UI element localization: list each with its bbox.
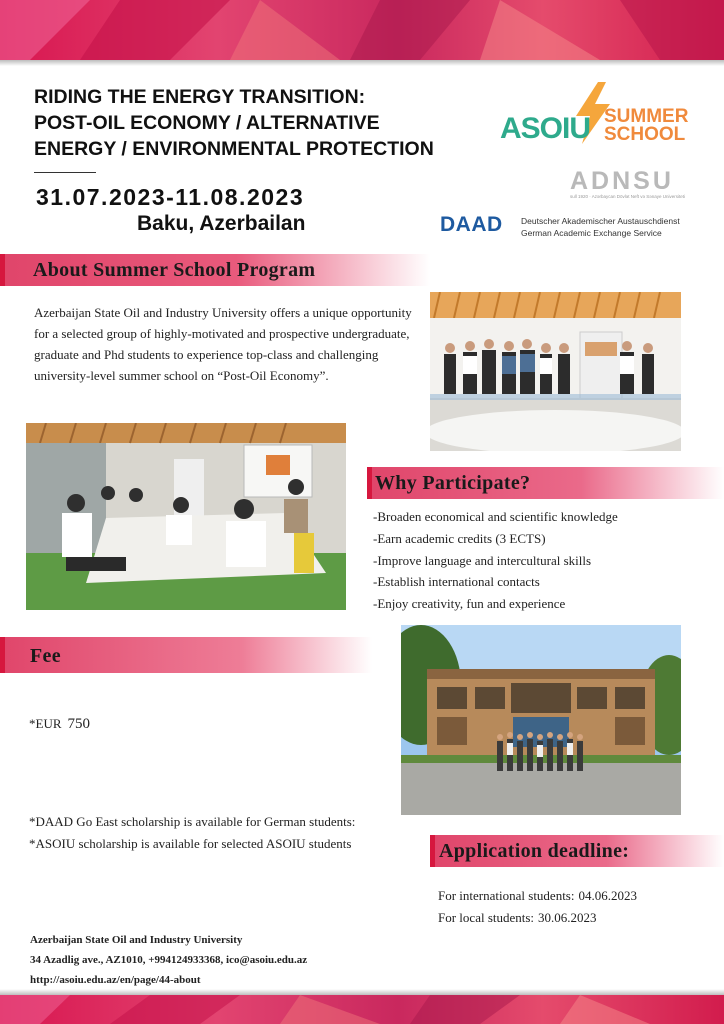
international-date: 04.06.2023	[578, 888, 637, 903]
title-divider	[34, 172, 96, 173]
international-label: For international students:	[438, 888, 575, 903]
adnsu-logo-text: ADNSU	[570, 167, 674, 195]
bottom-decorative-band	[0, 995, 724, 1024]
fee-amount	[29, 716, 90, 733]
top-decorative-band	[0, 0, 724, 60]
daad-logo	[440, 212, 710, 242]
fee-value: 750	[67, 716, 90, 732]
adnsu-logo-subtitle: sull 1920 · Azərbaycan Dövlət Neft və Sənaye Universiteti	[570, 194, 686, 199]
daad-full-name	[521, 215, 680, 239]
list-item: -Enjoy creativity, fun and experience	[373, 596, 566, 612]
asoiu-scholarship-note: *ASOIU scholarship is available for selected ASOIU students	[29, 836, 352, 851]
event-location: Baku, Azerbailan	[137, 212, 306, 235]
top-band-shadow	[0, 60, 724, 66]
title-line-3: ENERGY / ENVIRONMENTAL PROTECTION	[34, 138, 434, 160]
about-section-header	[0, 254, 430, 286]
header-accent-bar	[0, 637, 5, 673]
about-heading: About Summer School Program	[33, 259, 316, 281]
title-line-2: POST-OIL ECONOMY / ALTERNATIVE	[34, 112, 380, 134]
daad-logo-text: DAAD	[440, 213, 503, 236]
historic-palace-group-photo	[401, 625, 681, 815]
footer-university-name: Azerbaijan State Oil and Industry University	[30, 934, 243, 946]
fee-currency-label: *EUR	[29, 716, 62, 731]
local-date: 30.06.2023	[538, 910, 597, 925]
daad-scholarship-note: *DAAD Go East scholarship is available for German students:	[29, 814, 356, 829]
daad-english-name: German Academic Exchange Service	[521, 228, 662, 238]
fee-heading: Fee	[30, 645, 61, 667]
header-accent-bar	[0, 254, 5, 286]
list-item: -Improve language and intercultural skills	[373, 552, 592, 568]
why-participate-section-header	[367, 467, 724, 499]
deadline-dates	[438, 885, 637, 929]
summer-text: SUMMER	[604, 106, 689, 127]
why-heading: Why Participate?	[375, 472, 531, 494]
local-deadline	[438, 907, 637, 929]
event-dates: 31.07.2023-11.08.2023	[36, 184, 305, 210]
international-deadline	[438, 885, 637, 907]
group-photo-conference-room	[430, 292, 681, 451]
why-participate-list	[373, 506, 713, 615]
list-item: -Broaden economical and scientific knowledge	[373, 509, 618, 524]
header-accent-bar	[367, 467, 372, 499]
list-item: -Establish international contacts	[373, 574, 540, 590]
adnsu-logo	[570, 167, 686, 202]
deadline-heading: Application deadline:	[439, 840, 630, 862]
application-deadline-section-header	[430, 835, 724, 867]
asoiu-logo-text: ASOIU	[500, 112, 591, 145]
header-accent-bar	[430, 835, 435, 867]
footer-website-link[interactable]: http://asoiu.edu.az/en/page/44-about	[30, 974, 201, 986]
classroom-presentation-photo	[26, 423, 346, 610]
list-item: -Earn academic credits (3 ECTS)	[373, 530, 546, 546]
summer-school-logo-text	[604, 108, 688, 144]
school-text: SCHOOL	[604, 124, 686, 145]
footer-address: 34 Azadlig ave., AZ1010, +994124933368, ico@asoiu.edu.az	[30, 954, 308, 966]
asoiu-summer-school-logo	[500, 82, 690, 152]
event-title	[34, 84, 484, 162]
title-line-1: RIDING THE ENERGY TRANSITION:	[34, 86, 366, 108]
local-label: For local students:	[438, 910, 535, 925]
about-description: Azerbaijan State Oil and Industry University offers a unique opportunity for a selected group of highly-motivated and prospective undergraduate, graduate and Phd students to experience top-class and challenging university-level summer school on “Post-Oil Economy”.	[34, 305, 412, 383]
fee-section-header	[0, 637, 372, 673]
daad-german-name: Deutscher Akademischer Austauschdienst	[521, 216, 680, 226]
scholarship-info	[29, 811, 409, 855]
footer-contact	[30, 930, 307, 990]
